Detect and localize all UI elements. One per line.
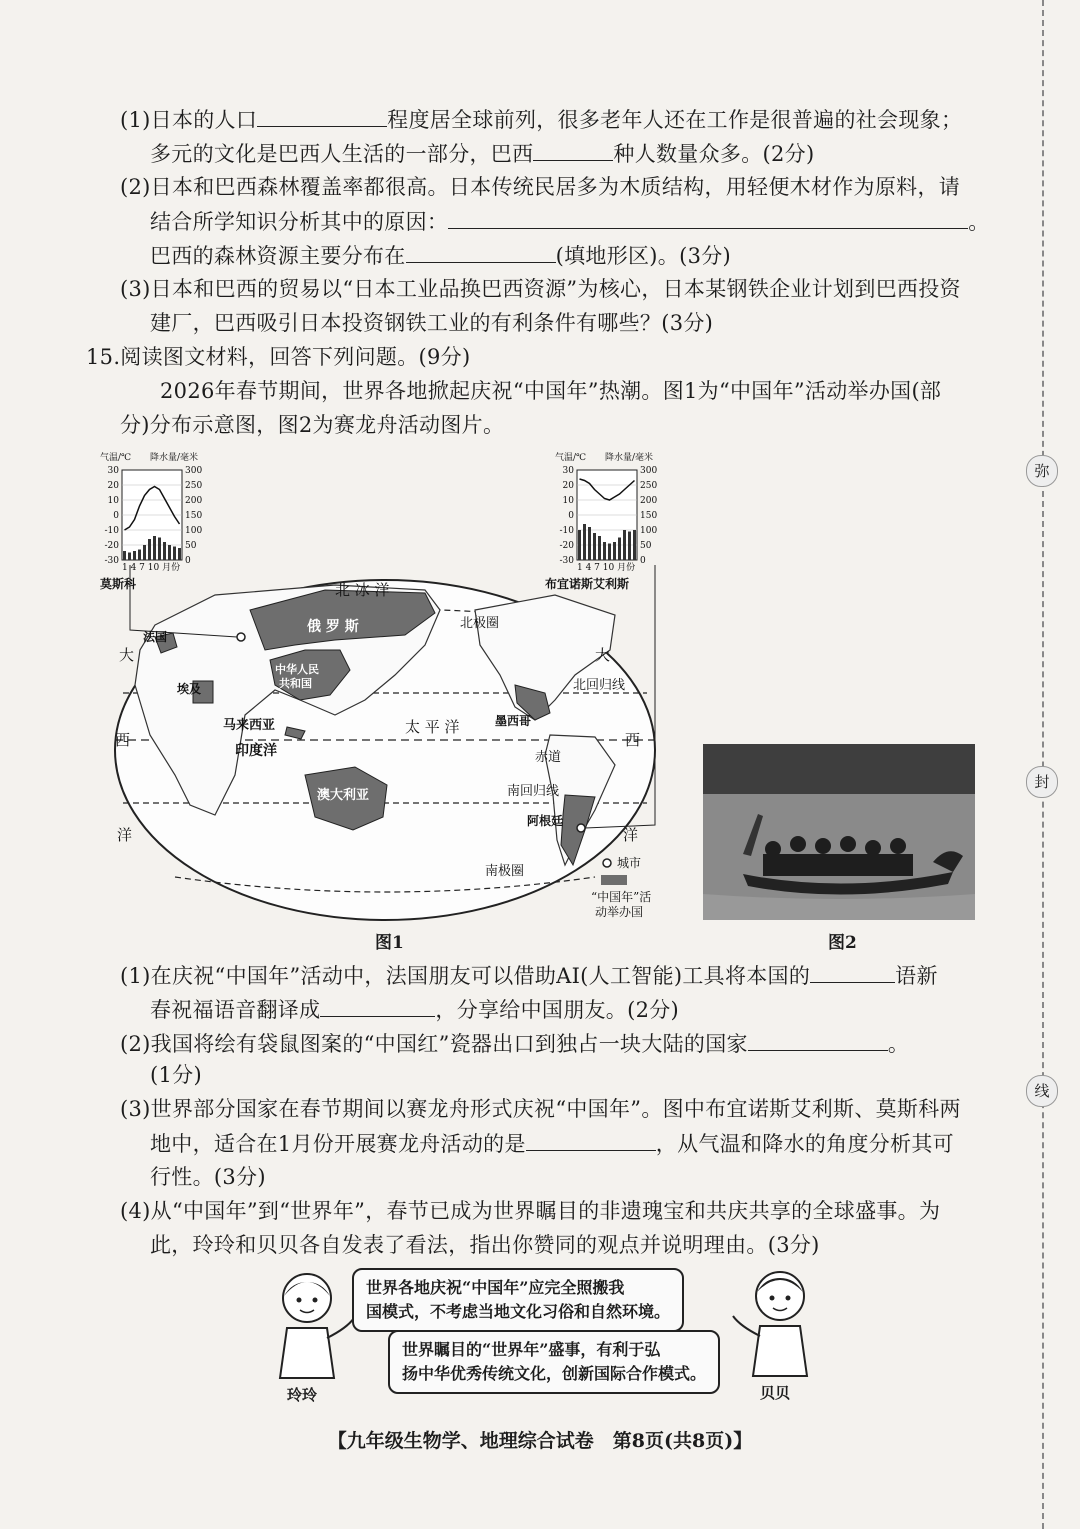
q15-part1-line1: (1)在庆祝“中国年”活动中，法国朋友可以借助AI(人工智能)工具将本国的 语新 [120, 960, 938, 991]
q14-part3-line2: 建厂，巴西吸引日本投资钢铁工业的有利条件有哪些？(3分) [150, 311, 714, 335]
answer-blank[interactable] [526, 1128, 656, 1151]
legend-city-label: 城市 [617, 856, 642, 870]
q14-part2-line1: (2)日本和巴西森林覆盖率都很高。日本传统民居多为木质结构，用轻便木材作为原料，请 [120, 175, 961, 199]
precip-bar [603, 542, 606, 560]
city-name-label: 莫斯科 [100, 577, 137, 591]
city-moscow-marker [237, 633, 245, 641]
temp-tick-label: -10 [559, 526, 574, 536]
q15-part2-line2: (1分) [150, 1063, 202, 1087]
precip-tick-label: 0 [185, 556, 191, 566]
figure2-caption: 图2 [828, 933, 857, 953]
temp-tick-label: 20 [562, 481, 574, 491]
q15-part2-line1: (2)我国将绘有袋鼠图案的“中国红”瓷器出口到独占一块大陆的国家 。 [120, 1028, 909, 1059]
margin-char-xian: 线 [1026, 1075, 1058, 1107]
precip-bar [138, 550, 141, 561]
q15-part4-line2: 此，玲玲和贝贝各自发表了看法，指出你赞同的观点并说明理由。(3分) [150, 1233, 820, 1257]
precip-bar [173, 547, 176, 561]
label-tropic-cancer: 北回归线 [573, 678, 626, 693]
temp-tick-label: 30 [107, 466, 119, 476]
precip-bar [628, 532, 631, 561]
precip-tick-label: 200 [185, 496, 203, 506]
axis-label-precip: 降水量/毫米 [150, 453, 199, 463]
q14-part3-line1: (3)日本和巴西的贸易以“日本工业品换巴西资源”为核心，日本某钢铁企业计划到巴西投资 [120, 277, 961, 301]
precip-tick-label: 0 [640, 556, 646, 566]
temp-tick-label: -10 [104, 526, 119, 536]
city-buenos-marker [577, 824, 585, 832]
label-china-1: 中华人民 [275, 663, 319, 676]
speech-bubble-lingling: 世界各地庆祝“中国年”应完全照搬我 国模式，不考虑当地文化习俗和自然环境。 [352, 1268, 684, 1332]
temp-tick-label: 10 [562, 496, 574, 506]
label-russia: 俄 罗 斯 [307, 619, 359, 635]
binding-line [1042, 0, 1044, 1529]
precip-bar [133, 551, 136, 560]
precip-bar [168, 545, 171, 560]
precip-bar [598, 536, 601, 560]
answer-blank[interactable] [448, 206, 968, 229]
q15-intro-line1: 2026年春节期间，世界各地掀起庆祝“中国年”热潮。图1为“中国年”活动举办国(部 [160, 379, 942, 403]
label-tropic-capricorn: 南回归线 [507, 784, 560, 799]
label-arctic-ocean: 北 冰 洋 [335, 581, 390, 599]
axis-label-temp: 气温/℃ [100, 453, 132, 463]
q14-part1-line2: 多元的文化是巴西人生活的一部分，巴西 种人数量众多。(2分) [150, 138, 814, 169]
precip-tick-label: 300 [640, 466, 658, 476]
precip-bar [618, 538, 621, 561]
precip-bar [633, 530, 636, 560]
precip-bar [178, 548, 181, 560]
precip-bar [148, 539, 151, 560]
legend-host-swatch [601, 875, 627, 885]
precip-tick-label: 50 [185, 541, 197, 551]
label-france: 法国 [143, 630, 168, 644]
q15-intro-line2: 分)分布示意图，图2为赛龙舟活动图片。 [120, 413, 505, 437]
label-egypt: 埃及 [177, 682, 202, 696]
precip-tick-label: 250 [640, 481, 658, 491]
precip-bar [143, 545, 146, 560]
q15-part4-line1: (4)从“中国年”到“世界年”，春节已成为世界瞩目的非遗瑰宝和共庆共享的全球盛事。为 [120, 1199, 941, 1223]
temp-tick-label: 10 [107, 496, 119, 506]
temp-tick-label: 0 [113, 511, 119, 521]
answer-blank[interactable] [320, 994, 435, 1017]
temp-tick-label: -20 [104, 541, 119, 551]
name-beibei: 贝贝 [760, 1384, 791, 1402]
q15-part3-line2: 地中，适合在1月份开展赛龙舟活动的是 ，从气温和降水的角度分析其可 [150, 1128, 954, 1159]
temp-tick-label: -20 [559, 541, 574, 551]
precip-tick-label: 250 [185, 481, 203, 491]
temp-tick-label: 0 [568, 511, 574, 521]
answer-blank[interactable] [406, 240, 556, 263]
label-da-left: 大 [119, 646, 135, 664]
precip-bar [623, 530, 626, 560]
boy-beibei-illustration [725, 1266, 825, 1386]
label-xi-left: 西 [115, 731, 131, 749]
label-yang-left: 洋 [117, 826, 133, 844]
q14-part1-line1: (1)日本的人口 程度居全球前列，很多老年人还在工作是很普遍的社会现象； [120, 104, 962, 135]
label-yang-right: 洋 [623, 826, 639, 844]
label-arctic-circle: 北极圈 [460, 616, 500, 631]
margin-char-mi: 弥 [1026, 455, 1058, 487]
answer-blank[interactable] [810, 960, 895, 983]
legend-city-icon [603, 859, 611, 867]
answer-blank[interactable] [748, 1028, 888, 1051]
q14-part2-line3: 巴西的森林资源主要分布在 (填地形区)。(3分) [150, 240, 731, 271]
figure1-caption: 图1 [375, 933, 404, 953]
speech-bubble-beibei: 世界瞩目的“世界年”盛事，有利于弘 扬中华优秀传统文化，创新国际合作模式。 [388, 1330, 720, 1394]
precip-bar [128, 553, 131, 561]
page-footer: 【九年级生物学、地理综合试卷 第8页(共8页)】 [327, 1430, 753, 1452]
temp-tick-label: 30 [562, 466, 574, 476]
q15-part3-line1: (3)世界部分国家在春节期间以赛龙舟形式庆祝“中国年”。图中布宜诺斯艾利斯、莫斯科两 [120, 1097, 961, 1121]
precip-tick-label: 100 [185, 526, 203, 536]
precip-tick-label: 100 [640, 526, 658, 536]
axis-label-precip: 降水量/毫米 [605, 453, 654, 463]
precip-bar [578, 530, 581, 560]
precip-tick-label: 150 [185, 511, 203, 521]
temp-tick-label: -30 [104, 556, 119, 566]
q15-heading: 15.阅读图文材料，回答下列问题。(9分) [86, 345, 471, 369]
girl-lingling-illustration [262, 1268, 362, 1388]
temp-tick-label: -30 [559, 556, 574, 566]
months-label: 1 4 7 10 月份 [122, 563, 181, 573]
precip-tick-label: 50 [640, 541, 652, 551]
precip-tick-label: 300 [185, 466, 203, 476]
answer-blank[interactable] [533, 138, 613, 161]
q15-part3-line3: 行性。(3分) [150, 1165, 266, 1189]
label-antarctic-circle: 南极圈 [485, 864, 525, 879]
q15-part1-line2: 春祝福语音翻译成 ，分享给中国朋友。(2分) [150, 994, 679, 1025]
precip-bar [613, 542, 616, 560]
precip-tick-label: 150 [640, 511, 658, 521]
precip-bar [593, 533, 596, 560]
temp-tick-label: 20 [107, 481, 119, 491]
precip-bar [588, 527, 591, 560]
legend-host-label-1: “中国年”活 [591, 890, 652, 904]
axis-label-temp: 气温/℃ [555, 453, 587, 463]
climate-chart-moscow [100, 450, 230, 598]
label-indian: 印度洋 [235, 743, 277, 759]
months-label: 1 4 7 10 月份 [577, 563, 636, 573]
label-da-right: 大 [595, 646, 611, 664]
label-china-2: 共和国 [279, 677, 312, 690]
climate-chart-buenos-aires [545, 450, 685, 598]
legend-host-label-2: 动举办国 [595, 905, 644, 919]
label-mexico: 墨西哥 [495, 714, 532, 728]
precip-tick-label: 200 [640, 496, 658, 506]
label-xi-right: 西 [625, 731, 641, 749]
label-australia: 澳大利亚 [317, 788, 370, 803]
precip-bar [583, 524, 586, 560]
label-malaysia: 马来西亚 [223, 718, 276, 733]
city-name-label: 布宜诺斯艾利斯 [545, 577, 630, 591]
precip-bar [163, 542, 166, 560]
name-lingling: 玲玲 [287, 1386, 318, 1404]
precip-bar [158, 538, 161, 561]
label-argentina: 阿根廷 [527, 814, 564, 828]
precip-bar [153, 536, 156, 560]
q14-part2-line2: 结合所学知识分析其中的原因： 。 [150, 206, 990, 237]
label-pacific: 太 平 洋 [405, 718, 460, 736]
precip-bar [123, 551, 126, 560]
precip-bar [608, 544, 611, 561]
figure2-dragon-boat-photo [703, 744, 975, 920]
label-equator: 赤道 [535, 750, 562, 765]
answer-blank[interactable] [257, 104, 387, 127]
margin-char-feng: 封 [1026, 766, 1058, 798]
